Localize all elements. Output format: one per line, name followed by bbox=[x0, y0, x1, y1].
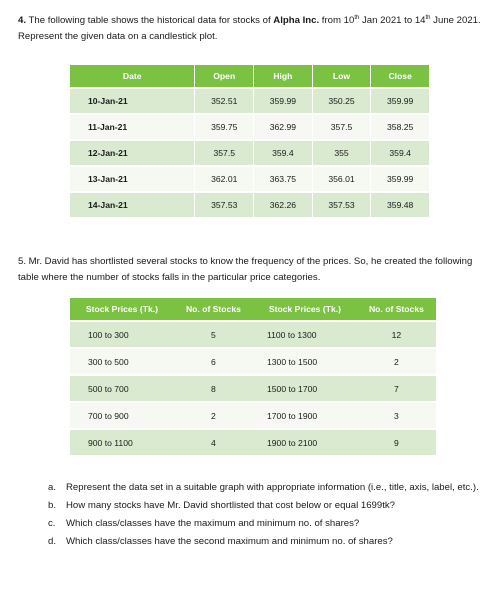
header-no-of-stocks: No. of Stocks bbox=[357, 298, 436, 321]
header-date: Date bbox=[70, 65, 195, 88]
table-row bbox=[70, 114, 430, 140]
cell-close: 359.99 bbox=[371, 88, 430, 114]
cell-stock-count: 5 bbox=[174, 321, 253, 348]
table-row bbox=[70, 348, 436, 375]
ordinal-suffix: th bbox=[354, 14, 360, 21]
cell-close: 359.48 bbox=[371, 192, 430, 217]
cell-date: 11-Jan-21 bbox=[70, 114, 195, 140]
header-stock-prices: Stock Prices (Tk.) bbox=[70, 298, 174, 321]
header-close: Close bbox=[371, 65, 430, 88]
cell-high: 362.26 bbox=[254, 192, 313, 217]
table-header-row bbox=[70, 298, 436, 321]
table-row bbox=[70, 88, 430, 114]
cell-price-range: 700 to 900 bbox=[70, 402, 174, 429]
company-name: Alpha Inc. bbox=[273, 15, 320, 26]
cell-price-range: 900 to 1100 bbox=[70, 429, 174, 455]
list-marker: c. bbox=[48, 518, 56, 529]
cell-low: 355 bbox=[312, 140, 371, 166]
header-open: Open bbox=[195, 65, 254, 88]
cell-open: 352.51 bbox=[195, 88, 254, 114]
ordinal-suffix: th bbox=[425, 14, 431, 21]
cell-stock-count: 6 bbox=[174, 348, 253, 375]
cell-date: 14-Jan-21 bbox=[70, 192, 195, 217]
cell-high: 359.4 bbox=[254, 140, 313, 166]
list-item bbox=[48, 480, 488, 496]
cell-stock-count: 8 bbox=[174, 375, 253, 402]
cell-close: 358.25 bbox=[371, 114, 430, 140]
cell-open: 359.75 bbox=[195, 114, 254, 140]
table-row bbox=[70, 402, 436, 429]
cell-low: 350.25 bbox=[312, 88, 371, 114]
table-header-row bbox=[70, 65, 430, 88]
cell-price-range: 1300 to 1500 bbox=[253, 348, 357, 375]
cell-open: 357.5 bbox=[195, 140, 254, 166]
cell-open: 362.01 bbox=[195, 166, 254, 192]
cell-price-range: 1500 to 1700 bbox=[253, 375, 357, 402]
cell-price-range: 300 to 500 bbox=[70, 348, 174, 375]
table-row bbox=[70, 166, 430, 192]
list-item-text: Which class/classes have the second maximum and minimum no. of shares? bbox=[66, 536, 393, 547]
cell-price-range: 1700 to 1900 bbox=[253, 402, 357, 429]
list-item-text: Represent the data set in a suitable graph with appropriate information (i.e., title, axis, label, etc.). bbox=[66, 482, 479, 493]
table-row bbox=[70, 321, 436, 348]
cell-stock-count: 9 bbox=[357, 429, 436, 455]
question-4-text-after: June 2021. Represent the given data on a candlestick plot. bbox=[18, 15, 481, 42]
sub-questions-list bbox=[48, 480, 488, 552]
cell-date: 12-Jan-21 bbox=[70, 140, 195, 166]
question-5: 5. Mr. David has shortlisted several stocks to know the frequency of the prices. So, he created the following table where the number of stocks falls in the particular price categories. bbox=[18, 256, 473, 283]
cell-high: 359.99 bbox=[254, 88, 313, 114]
list-item bbox=[48, 498, 488, 514]
cell-close: 359.4 bbox=[371, 140, 430, 166]
cell-stock-count: 3 bbox=[357, 402, 436, 429]
list-marker: b. bbox=[48, 500, 57, 511]
cell-stock-count: 2 bbox=[357, 348, 436, 375]
cell-low: 357.5 bbox=[312, 114, 371, 140]
list-item bbox=[48, 516, 488, 532]
header-high: High bbox=[254, 65, 313, 88]
header-stock-prices: Stock Prices (Tk.) bbox=[253, 298, 357, 321]
list-item-text: How many stocks have Mr. David shortlisted that cost below or equal 1699tk? bbox=[66, 500, 396, 511]
cell-low: 357.53 bbox=[312, 192, 371, 217]
list-item bbox=[48, 534, 488, 550]
table-row bbox=[70, 429, 436, 455]
cell-stock-count: 12 bbox=[357, 321, 436, 348]
question-4-text: The following table shows the historical data for stocks of bbox=[28, 15, 274, 26]
cell-close: 359.99 bbox=[371, 166, 430, 192]
header-low: Low bbox=[312, 65, 371, 88]
cell-date: 13-Jan-21 bbox=[70, 166, 195, 192]
table-row bbox=[70, 375, 436, 402]
cell-price-range: 1100 to 1300 bbox=[253, 321, 357, 348]
cell-low: 356.01 bbox=[312, 166, 371, 192]
cell-price-range: 1900 to 2100 bbox=[253, 429, 357, 455]
cell-high: 363.75 bbox=[254, 166, 313, 192]
stock-frequency-table bbox=[70, 298, 436, 455]
question-4-text-mid1: from 10 bbox=[319, 15, 355, 26]
list-item-text: Which class/classes have the maximum and minimum no. of shares? bbox=[66, 518, 360, 529]
cell-open: 357.53 bbox=[195, 192, 254, 217]
cell-stock-count: 2 bbox=[174, 402, 253, 429]
table-row bbox=[70, 140, 430, 166]
list-marker: a. bbox=[48, 482, 57, 493]
cell-stock-count: 7 bbox=[357, 375, 436, 402]
cell-high: 362.99 bbox=[254, 114, 313, 140]
question-4 bbox=[18, 13, 488, 45]
cell-price-range: 500 to 700 bbox=[70, 375, 174, 402]
cell-date: 10-Jan-21 bbox=[70, 88, 195, 114]
cell-price-range: 100 to 300 bbox=[70, 321, 174, 348]
cell-stock-count: 4 bbox=[174, 429, 253, 455]
list-marker: d. bbox=[48, 536, 57, 547]
question-4-number: 4. bbox=[18, 15, 27, 26]
table-row bbox=[70, 192, 430, 217]
stock-price-table bbox=[70, 65, 430, 217]
header-no-of-stocks: No. of Stocks bbox=[174, 298, 253, 321]
question-4-text-mid2: Jan 2021 to 14 bbox=[359, 15, 426, 26]
